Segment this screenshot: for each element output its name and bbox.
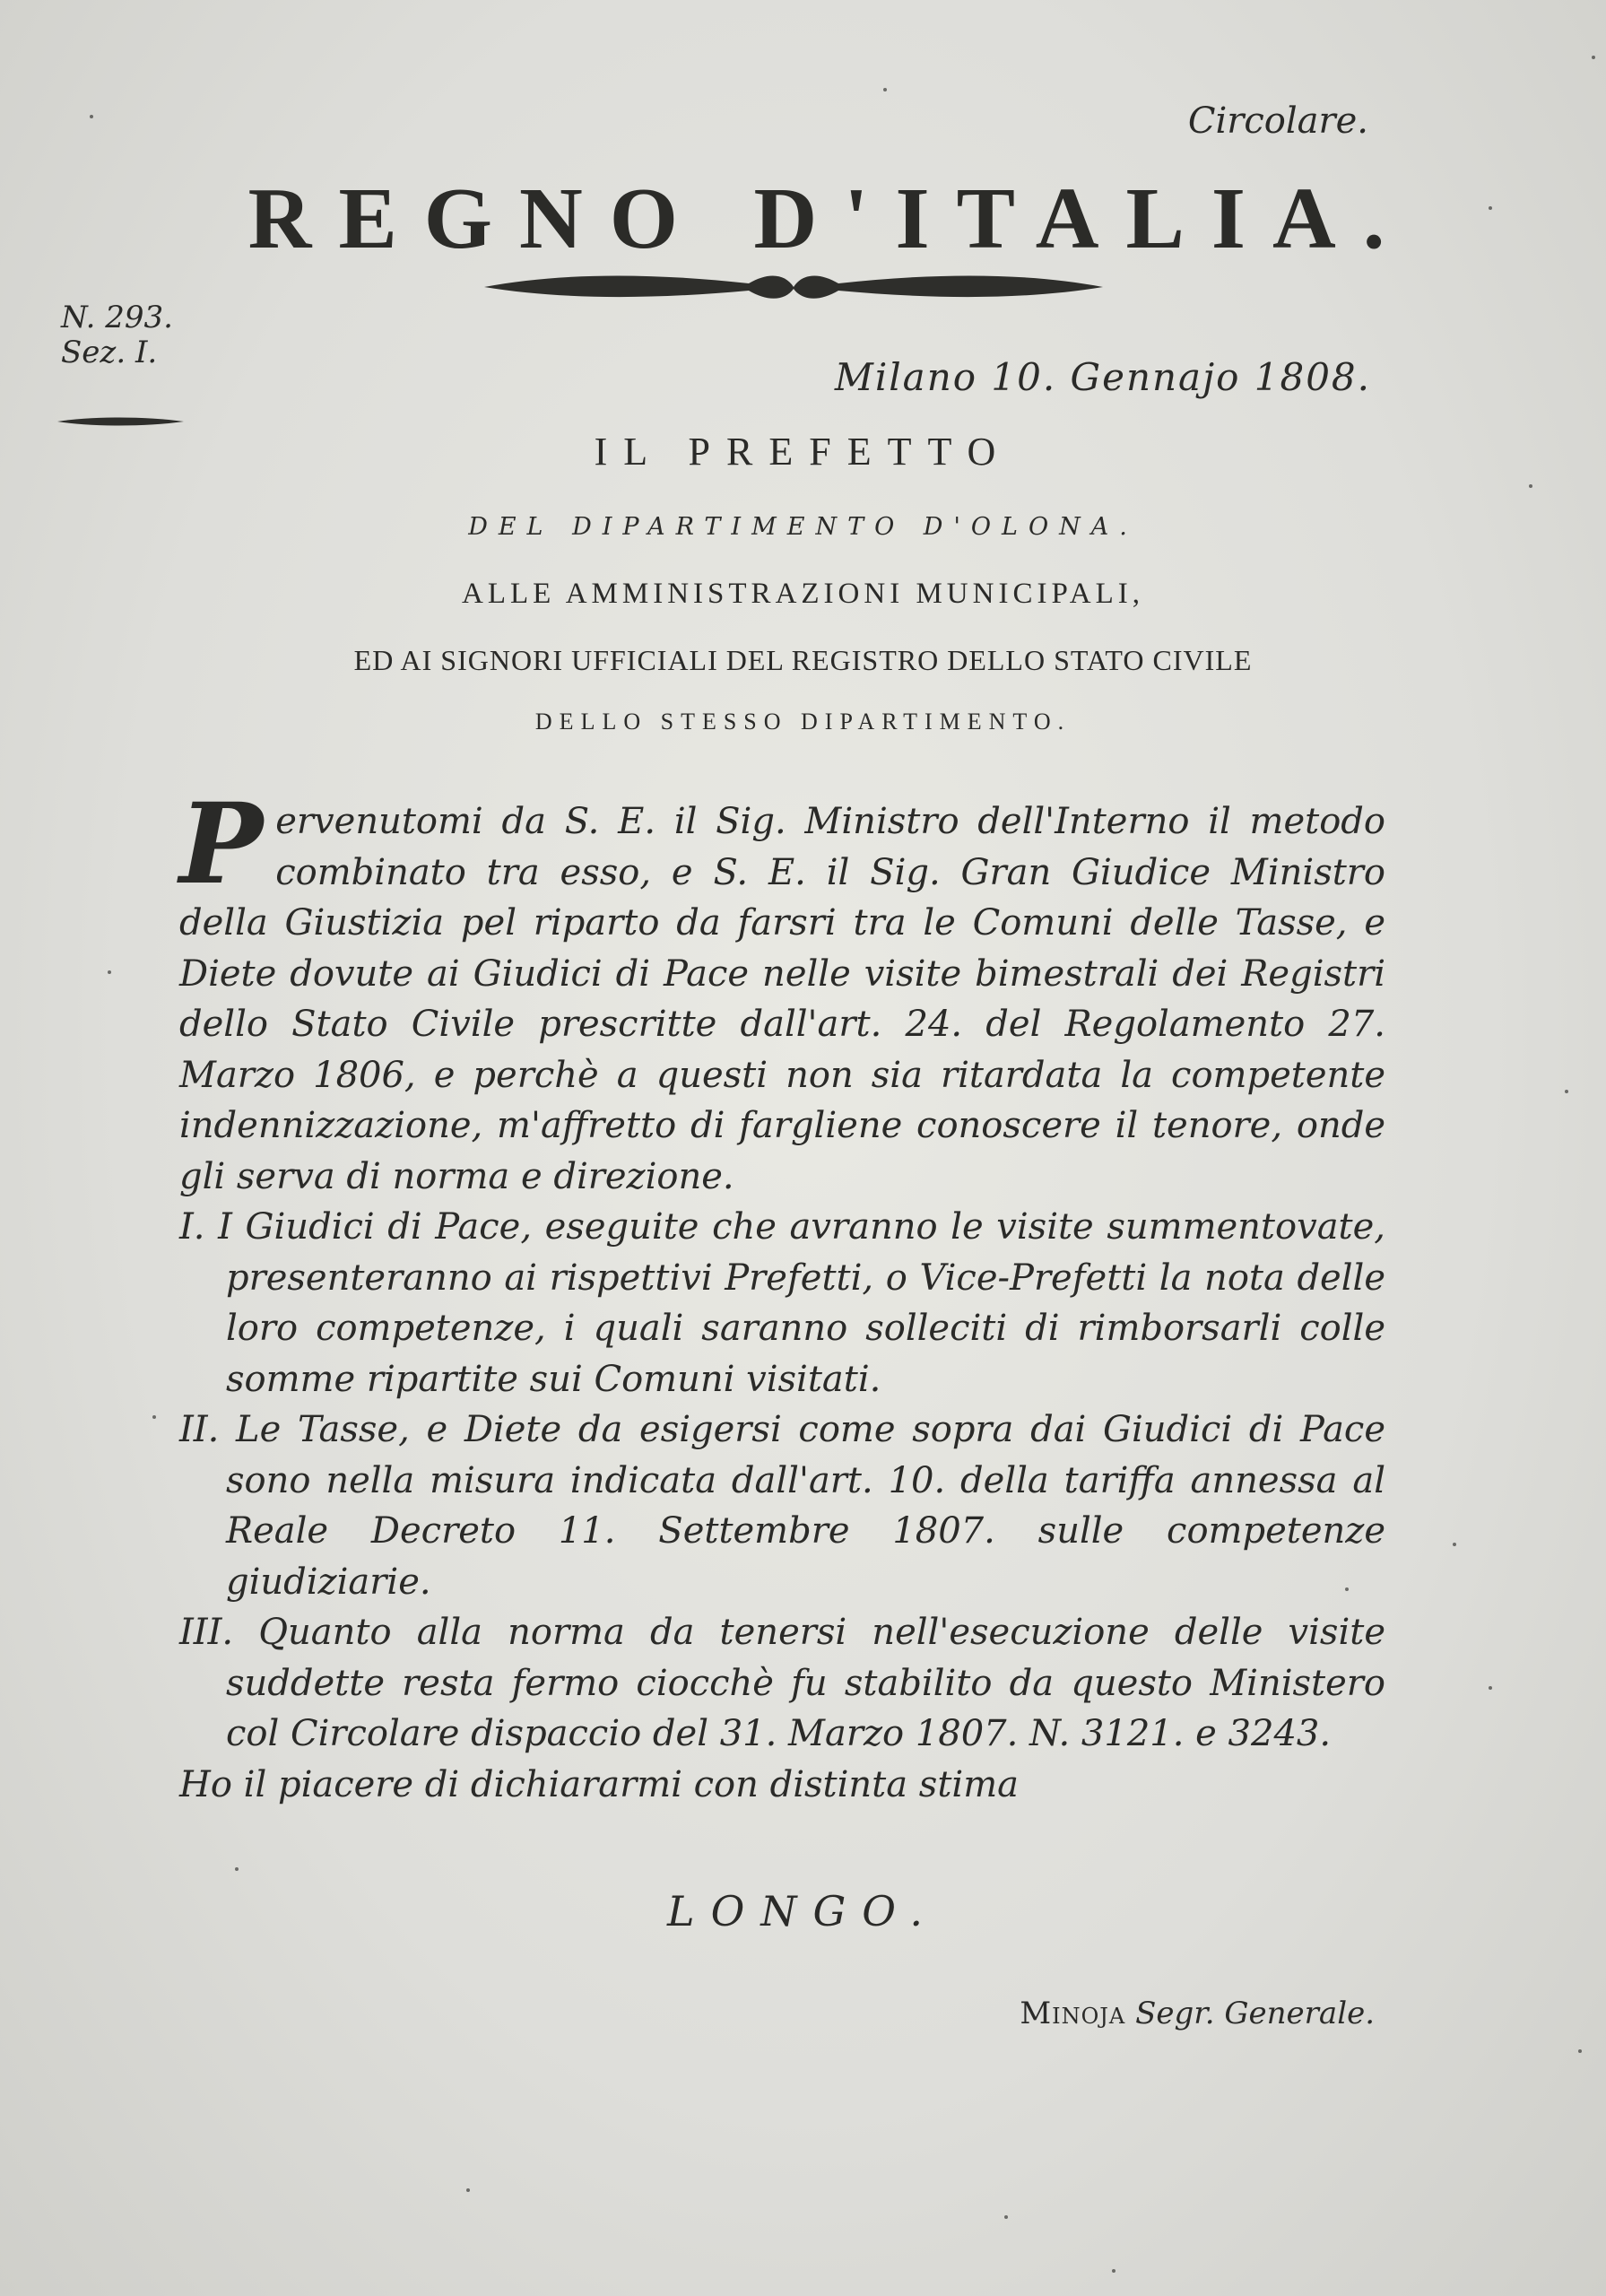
- title-ornament-icon: [480, 267, 1107, 307]
- document-number-block: [61, 300, 173, 370]
- paper-speck: [1592, 56, 1595, 59]
- closing-line: Ho il piacere di dichiararmi con distinta stima: [179, 1763, 1019, 1805]
- circolare-label: Circolare.: [1187, 100, 1368, 142]
- intro-text: ervenutomi da S. E. il Sig. Ministro dell'Interno il metodo combinato tra esso, e S. E. il Sig. Gran Giudice Ministro della Giustizia pel riparto da farsri tra le Comuni delle Tasse, e Diete dovute ai Giudici di Pace nelle visite bimestrali dei Registri dello Stato Civile prescritte dall'art. 24. del Regolamento 27. Marzo 1806, e perchè a questi non sia ritardata la competente indennizzazione, m'affretto di fargliene conoscere il tenore, onde gli serva di norma e direzione.: [179, 801, 1385, 1197]
- recipients-line-1: ALLE AMMINISTRAZIONI MUNICIPALI,: [461, 578, 1144, 610]
- intro-paragraph: [179, 779, 1385, 1202]
- paper-speck: [90, 115, 93, 118]
- paper-speck: [883, 88, 887, 91]
- paper-speck: [108, 970, 111, 974]
- number-ornament-icon: [56, 414, 186, 429]
- document-section: Sez. I.: [61, 335, 158, 371]
- paper-speck: [1453, 1543, 1456, 1546]
- paper-speck: [1578, 2049, 1582, 2053]
- document-number: N. 293.: [61, 300, 173, 335]
- paper-speck: [1529, 484, 1532, 488]
- document-date: Milano 10. Gennajo 1808.: [834, 355, 1371, 399]
- dipartimento-heading: DEL DIPARTIMENTO D'OLONA.: [468, 513, 1138, 541]
- circular-body: [179, 779, 1385, 1810]
- paper-speck: [152, 1415, 156, 1419]
- drop-cap: P: [179, 779, 264, 909]
- paper-speck: [466, 2188, 470, 2192]
- secretary-line: [1020, 1996, 1375, 2031]
- recipients-line-3: DELLO STESSO DIPARTIMENTO.: [534, 709, 1072, 735]
- secretary-title: Segr. Generale.: [1135, 1996, 1375, 2031]
- paper-speck: [1489, 1686, 1492, 1690]
- article-2: II. Le Tasse, e Diete da esigersi come sopra dai Giudici di Pace sono nella misura indicata dall'art. 10. della tariffa annessa al Reale Decreto 11. Settembre 1807. sulle competenze giudiziarie.: [179, 1409, 1385, 1603]
- article-1: I. I Giudici di Pace, eseguite che avranno le visite summentovate, presenteranno ai rispettivi Prefetti, o Vice-Prefetti la nota delle loro competenze, i quali saranno solleciti di rimborsarli colle somme ripartite sui Comuni visitati.: [179, 1206, 1385, 1400]
- paper-speck: [1112, 2269, 1116, 2273]
- prefetto-heading: IL PREFETTO: [594, 430, 1012, 474]
- paper-speck: [1004, 2215, 1008, 2219]
- signature: LONGO.: [667, 1887, 939, 1935]
- recipients-line-2: ED AI SIGNORI UFFICIALI DEL REGISTRO DELLO STATO CIVILE: [353, 644, 1253, 676]
- document-title: REGNO D'ITALIA.: [247, 170, 1412, 267]
- article-3: III. Quanto alla norma da tenersi nell'esecuzione delle visite suddette resta fermo ciocchè fu stabilito da questo Ministero col Circolare dispaccio del 31. Marzo 1807. N. 3121. e 3243.: [179, 1612, 1385, 1754]
- paper-speck: [235, 1867, 239, 1871]
- paper-speck: [1565, 1090, 1568, 1093]
- secretary-name: Minoja: [1020, 1996, 1126, 2031]
